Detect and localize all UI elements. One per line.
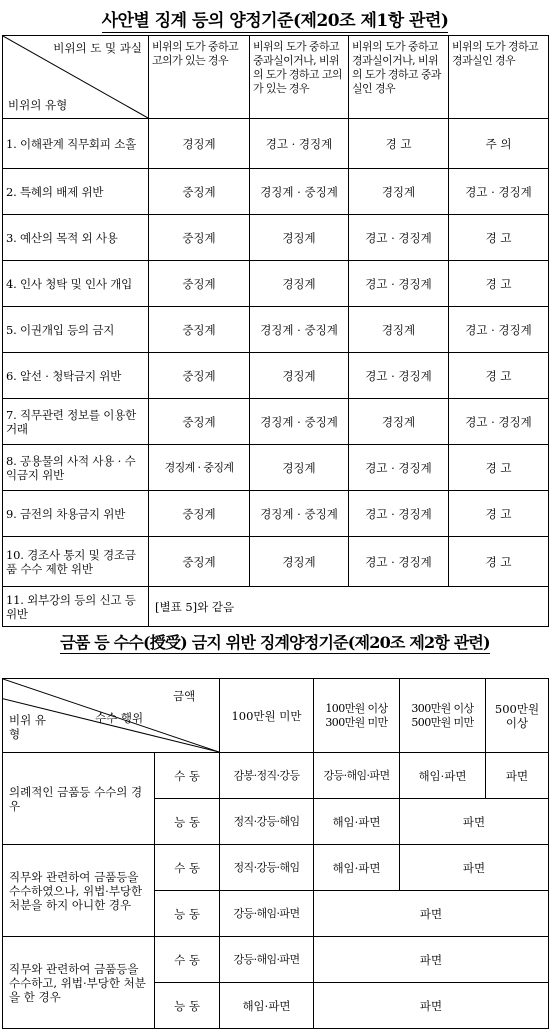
act-type: 수 동 bbox=[155, 937, 220, 983]
penalty-cell: 해임·파면 bbox=[400, 753, 486, 799]
table1-col-header: 비위의 도가 중하고 경과실이거나, 비위의 도가 경하고 중과실인 경우 bbox=[349, 36, 449, 119]
table-row bbox=[3, 353, 549, 399]
penalty-cell: 경징계 · 중징계 bbox=[250, 307, 349, 353]
title-bribery-standards: 금품 등 수수(授受) 금지 위반 징계양정기준(제20조 제2항 관련) bbox=[60, 633, 490, 652]
violation-type: 6. 알선 · 청탁금지 위반 bbox=[3, 353, 149, 399]
table-row bbox=[3, 845, 549, 891]
penalty-cell: 중징계 bbox=[149, 307, 250, 353]
violation-type: 1. 이해관계 직무회피 소홀 bbox=[3, 119, 149, 169]
penalty-cell: 경고 · 경징계 bbox=[449, 307, 549, 353]
penalty-cell: 해임·파면 bbox=[314, 845, 400, 891]
violation-type: 9. 금전의 차용금지 위반 bbox=[3, 491, 149, 537]
penalty-cell: 강등·해임·파면 bbox=[220, 937, 314, 983]
penalty-cell: 경징계 bbox=[250, 261, 349, 307]
penalty-cell: 경징계 bbox=[250, 215, 349, 261]
penalty-cell: 경 고 bbox=[449, 445, 549, 491]
violation-type: 8. 공용물의 사적 사용 · 수익금지 위반 bbox=[3, 445, 149, 491]
table2-header-row bbox=[3, 679, 549, 753]
penalty-cell: 경고 · 경징계 bbox=[349, 261, 449, 307]
header-violation-type-label: 비위의 유형 bbox=[8, 98, 68, 112]
violation-type: 2. 특혜의 배제 위반 bbox=[3, 169, 149, 215]
penalty-cell: 중징계 bbox=[149, 537, 250, 587]
amount-col-header: 300만원 이상 500만원 미만 bbox=[400, 679, 486, 753]
penalty-cell: 경 고 bbox=[449, 261, 549, 307]
penalty-cell: 경고 · 경징계 bbox=[349, 491, 449, 537]
act-type: 수 동 bbox=[155, 845, 220, 891]
penalty-cell: 중징계 bbox=[149, 169, 250, 215]
penalty-cell: 해임·파면 bbox=[220, 983, 314, 1029]
penalty-cell: 정직·강등·해임 bbox=[220, 799, 314, 845]
penalty-cell: 경징계 bbox=[250, 445, 349, 491]
penalty-cell: 경징계 · 중징계 bbox=[149, 445, 250, 491]
penalty-cell: 경징계 bbox=[349, 169, 449, 215]
group-label: 직무와 관련하여 금품등을 수수하고, 위법·부당한 처분을 한 경우 bbox=[3, 937, 155, 1029]
header-act-label: 수수 행위 bbox=[95, 711, 144, 725]
penalty-cell: 중징계 bbox=[149, 215, 250, 261]
penalty-cell: 경고 · 경징계 bbox=[250, 119, 349, 169]
table-row bbox=[3, 307, 549, 353]
penalty-cell: 강등·해임·파면 bbox=[314, 753, 400, 799]
penalty-cell: 경고 · 경징계 bbox=[349, 445, 449, 491]
violation-type: 3. 예산의 목적 외 사용 bbox=[3, 215, 149, 261]
penalty-cell: 경징계 · 중징계 bbox=[250, 399, 349, 445]
group-label: 의례적인 금품등 수수의 경우 bbox=[3, 753, 155, 845]
bribery-penalty-table bbox=[2, 678, 549, 1029]
table1-col-header: 비위의 도가 경하고 경과실인 경우 bbox=[449, 36, 549, 119]
table1-header-row bbox=[3, 36, 549, 119]
penalty-cell: 파면 bbox=[314, 891, 549, 937]
table-row bbox=[3, 119, 549, 169]
header-severity-label: 비위의 도 및 과실 bbox=[53, 41, 142, 55]
penalty-cell: 중징계 bbox=[149, 353, 250, 399]
penalty-cell: 경고 · 경징계 bbox=[349, 537, 449, 587]
violation-type: 7. 직무관련 정보를 이용한 거래 bbox=[3, 399, 149, 445]
penalty-cell: 해임·파면 bbox=[314, 799, 400, 845]
penalty-cell: 경 고 bbox=[449, 353, 549, 399]
penalty-cell: 파면 bbox=[400, 845, 549, 891]
table2-diagonal-header bbox=[3, 679, 220, 753]
act-type: 수 동 bbox=[155, 753, 220, 799]
violation-type: 11. 외부강의 등의 신고 등 위반 bbox=[3, 587, 149, 627]
penalty-cell: 경 고 bbox=[349, 119, 449, 169]
table-row bbox=[3, 937, 549, 983]
table1-col-header: 비위의 도가 중하고 고의가 있는 경우 bbox=[149, 36, 250, 119]
amount-col-header: 100만원 미만 bbox=[220, 679, 314, 753]
header-amount-label: 금액 bbox=[173, 689, 196, 703]
table-row bbox=[3, 537, 549, 587]
penalty-cell: 경 고 bbox=[449, 491, 549, 537]
table-row bbox=[3, 587, 549, 627]
penalty-cell: 경징계 bbox=[250, 537, 349, 587]
penalty-cell: 중징계 bbox=[149, 399, 250, 445]
penalty-cell: 경징계 bbox=[250, 353, 349, 399]
penalty-cell: 경징계 · 중징계 bbox=[250, 169, 349, 215]
penalty-cell: 감봉·정직·강등 bbox=[220, 753, 314, 799]
penalty-cell: 경고 · 경징계 bbox=[349, 353, 449, 399]
table-row bbox=[3, 399, 549, 445]
header-type-label: 비위 유형 bbox=[9, 713, 46, 741]
act-type: 능 동 bbox=[155, 983, 220, 1029]
penalty-cell: 경고 · 경징계 bbox=[449, 399, 549, 445]
penalty-cell: 중징계 bbox=[149, 261, 250, 307]
group-label: 직무와 관련하여 금품등을 수수하였으나, 위법·부당한 처분을 하지 아니한 경우 bbox=[3, 845, 155, 937]
table1-diagonal-header bbox=[3, 36, 149, 119]
violation-type: 5. 이권개입 등의 금지 bbox=[3, 307, 149, 353]
act-type: 능 동 bbox=[155, 891, 220, 937]
violation-type: 10. 경조사 통지 및 경조금품 수수 제한 위반 bbox=[3, 537, 149, 587]
table-row bbox=[3, 215, 549, 261]
penalty-cell: 파면 bbox=[486, 753, 549, 799]
penalty-cell: 강등·해임·파면 bbox=[220, 891, 314, 937]
title-disciplinary-standards: 사안별 징계 등의 양정기준(제20조 제1항 관련) bbox=[101, 11, 449, 31]
penalty-cell: 경징계 bbox=[149, 119, 250, 169]
table-row bbox=[3, 445, 549, 491]
amount-col-header: 100만원 이상 300만원 미만 bbox=[314, 679, 400, 753]
table-row bbox=[3, 169, 549, 215]
amount-col-header: 500만원 이상 bbox=[486, 679, 549, 753]
penalty-cell: 중징계 bbox=[149, 491, 250, 537]
penalty-cell: 파면 bbox=[314, 937, 549, 983]
disciplinary-standards-table bbox=[2, 35, 549, 627]
penalty-cell: 정직·강등·해임 bbox=[220, 845, 314, 891]
penalty-cell: 경 고 bbox=[449, 215, 549, 261]
reference-cell: [별표 5]와 같음 bbox=[149, 587, 549, 627]
penalty-cell: 경징계 bbox=[349, 399, 449, 445]
table1-col-header: 비위의 도가 중하고 중과실이거나, 비위의 도가 경하고 고의가 있는 경우 bbox=[250, 36, 349, 119]
table-row bbox=[3, 261, 549, 307]
violation-type: 4. 인사 청탁 및 인사 개입 bbox=[3, 261, 149, 307]
penalty-cell: 경고 · 경징계 bbox=[349, 215, 449, 261]
table-row bbox=[3, 753, 549, 799]
penalty-cell: 주 의 bbox=[449, 119, 549, 169]
penalty-cell: 파면 bbox=[400, 799, 549, 845]
penalty-cell: 경징계 · 중징계 bbox=[250, 491, 349, 537]
penalty-cell: 경징계 bbox=[349, 307, 449, 353]
act-type: 능 동 bbox=[155, 799, 220, 845]
table-row bbox=[3, 491, 549, 537]
penalty-cell: 경 고 bbox=[449, 537, 549, 587]
penalty-cell: 경고 · 경징계 bbox=[449, 169, 549, 215]
penalty-cell: 파면 bbox=[314, 983, 549, 1029]
